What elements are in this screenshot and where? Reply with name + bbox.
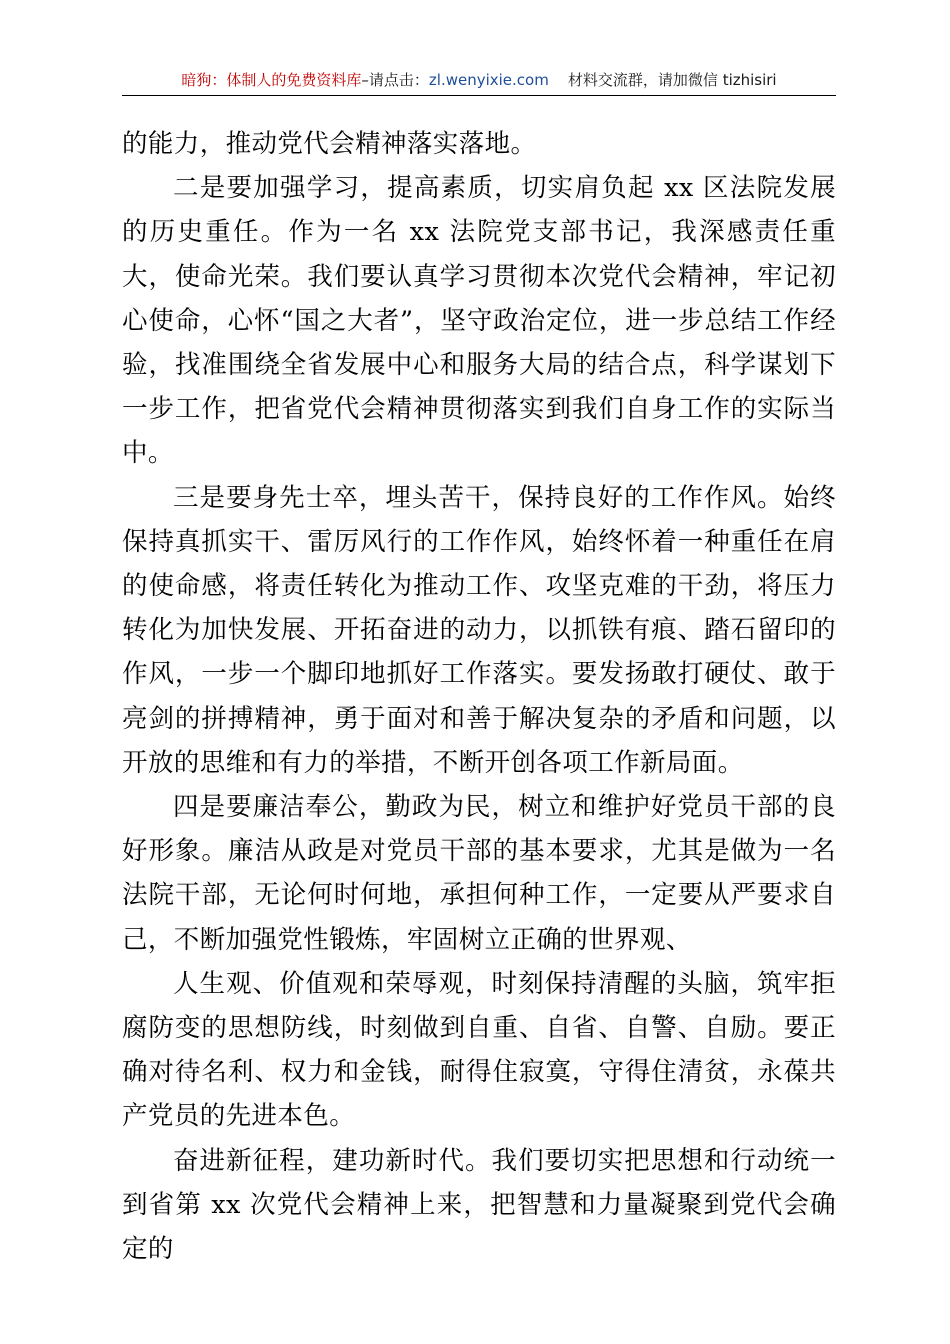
header-click-prefix: –请点击： xyxy=(361,71,429,89)
header-url-link[interactable]: zl.wenyixie.com xyxy=(428,71,549,89)
page-header xyxy=(122,66,836,94)
paragraph-conclusion: 奋进新征程，建功新时代。我们要切实把思想和行动统一到省第 xx 次党代会精神上来，把智慧和力量凝聚到党代会确定的 xyxy=(122,1145,836,1265)
paragraph-work-style: 三是要身先士卒，埋头苦干，保持良好的工作作风。始终保持真抓实干、雷厉风行的工作作风，始终怀着一种重任在肩的使命感，将责任转化为推动工作、攻坚克难的干劲，将压力转化为加快发展、开拓奋进的动力，以抓铁有痕、踏石留印的作风，一步一个脚印地抓好工作落实。要发扬敢打硬仗、敢于亮剑的拼搏精神，勇于面对和善于解决复杂的矛盾和问题，以开放的思维和有力的举措，不断开创各项工作新局面。 xyxy=(122,482,836,778)
header-title: 暗狗：体制人的免费资料库 xyxy=(181,71,362,89)
paragraph-values: 人生观、价值观和荣辱观，时刻保持清醒的头脑，筑牢拒腐防变的思想防线，时刻做到自重、自省、自警、自励。要正确对待名利、权力和金钱，耐得住寂寞，守得住清贫，永葆共产党员的先进本色。 xyxy=(122,968,836,1132)
paragraph-study: 二是要加强学习，提高素质，切实肩负起 xx 区法院发展的历史重任。作为一名 xx 法院党支部书记，我深感责任重大，使命光荣。我们要认真学习贯彻本次党代会精神，牢记初心使命，心怀“国之大者”，坚守政治定位，进一步总结工作经验，找准围绕全省发展中心和服务大局的结合点，科学谋划下一步工作，把省党代会精神贯彻落实到我们自身工作的实际当中。 xyxy=(122,173,836,469)
paragraph-integrity: 四是要廉洁奉公，勤政为民，树立和维护好党员干部的良好形象。廉洁从政是对党员干部的基本要求，尤其是做为一名法院干部，无论何时何地，承担何种工作，一定要从严要求自己，不断加强党性锻炼，牢固树立正确的世界观、 xyxy=(122,792,836,955)
header-divider xyxy=(122,95,836,96)
paragraph-continuation: 的能力，推动党代会精神落实落地。 xyxy=(122,129,537,159)
document-body xyxy=(122,122,836,1271)
header-wechat-note: 材料交流群，请加微信 tizhisiri xyxy=(567,71,777,89)
